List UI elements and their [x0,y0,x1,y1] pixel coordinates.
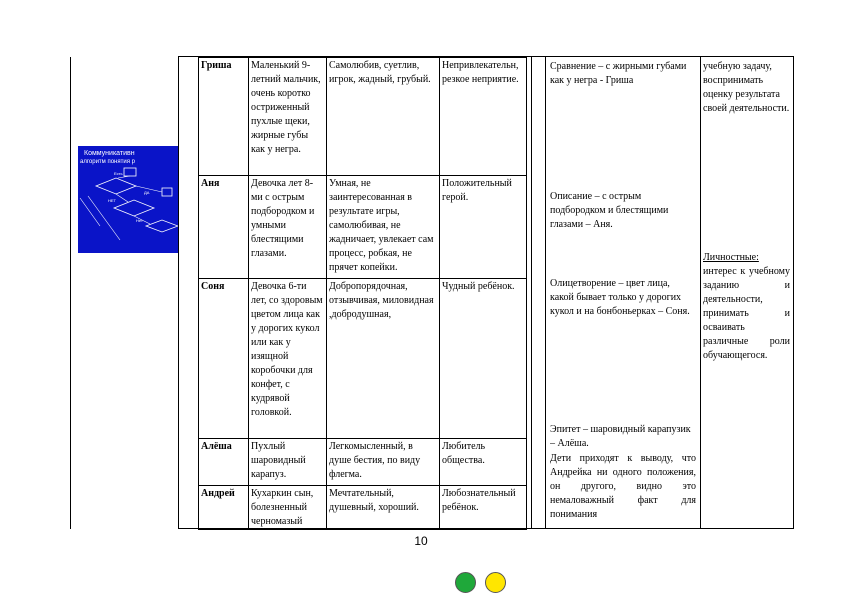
technique-comparison: Сравнение – с жирными губами как у негра - Гриша [550,61,687,86]
column-divider-3 [700,57,701,529]
yellow-dot[interactable] [485,572,506,593]
table-row [199,279,527,439]
table-right-border [793,57,794,529]
technique-description: Описание – с острым подбородком и блестящими глазами – Аня. [550,191,669,230]
character-appearance: Пухлый шаровидный карапуз. [249,439,327,486]
algorithm-slide-thumbnail [78,146,178,253]
character-traits: Умная, не заинтересованная в результате игры, самолюбивая, не жадничает, увлекает сам процесс, робкая, не прячет копейки. [327,176,440,279]
character-traits: Добропорядочная, отзывчивая, миловидная ,добродушная, [327,279,440,439]
author-attitude: Любитель общества. [440,439,527,486]
thumb-box-2 [162,188,172,196]
author-attitude: Любознательный ребёнок. [440,486,527,530]
thumb-label-3: НЕТ [108,198,116,203]
character-appearance: Девочка 6-ти лет, со здоровым цветом лица как у дорогих кукол или как у изящной коробочки для конфет, с кудрявой головкой. [249,279,327,439]
thumb-label-4: Нет [136,218,143,223]
character-name: Андрей [199,486,249,530]
author-attitude: Непривлекательн, резкое неприятие. [440,58,527,176]
page-number: 10 [414,534,428,548]
thumb-label-1: Есть [114,171,123,176]
table-left-border [178,57,179,529]
thumb-decision-2 [114,200,154,216]
character-name: Гриша [199,58,249,176]
thumb-decision-3 [146,220,178,232]
technique-personification: Олицетворение – цвет лица, какой бывает только у дорогих кукол и на бонбоньерках – Соня. [550,278,690,317]
table-row [199,439,527,486]
table-row [199,58,527,176]
character-traits: Мечтательный, душевный, хороший. [327,486,440,530]
column-divider-1 [531,57,532,529]
thumb-decision-1 [96,178,136,194]
green-dot[interactable] [455,572,476,593]
technique-conclusion: Дети приходят к выводу, что Андрейка ни одного положения, он другого, видно это немаловажный факт для понимания [550,453,696,520]
thumb-label-2: ДА [144,190,150,195]
character-appearance: Девочка лет 8-ми с острым подбородком и умными блестящими глазами. [249,176,327,279]
thumb-heading-line1: Коммуникативн [84,150,135,157]
thumb-heading-line2: алгоритм понятия р [80,159,135,165]
competency-top-text: учебную задачу, воспринимать оценку результата своей деятельности. [703,61,790,114]
thumb-start-box [124,168,136,176]
column-divider-2 [545,57,546,529]
character-traits: Легкомысленный, в душе бестия, по виду флегма. [327,439,440,486]
personal-heading: Личностные: [703,252,759,263]
competencies-column [703,57,790,527]
character-name: Алёша [199,439,249,486]
character-appearance: Маленький 9-летний мальчик, очень коротко остриженный пухлые щеки, жирные губы как у негра. [249,58,327,176]
table-row [199,176,527,279]
author-attitude: Чудный ребёнок. [440,279,527,439]
technique-epithet: Эпитет – шаровидный карапузик – Алёша. [550,424,691,449]
characters-table [198,57,527,530]
character-name: Соня [199,279,249,439]
author-attitude: Положительный герой. [440,176,527,279]
techniques-column [550,57,696,527]
character-appearance: Кухаркин сын, болезненный черномазый [249,486,327,530]
character-traits: Самолюбив, суетлив, игрок, жадный, грубый. [327,58,440,176]
character-name: Аня [199,176,249,279]
left-margin-line [70,57,71,529]
personal-text: интерес к учебному заданию и деятельности, принимать и осваивать различные роли обучающегося. [703,266,790,361]
table-row [199,486,527,530]
